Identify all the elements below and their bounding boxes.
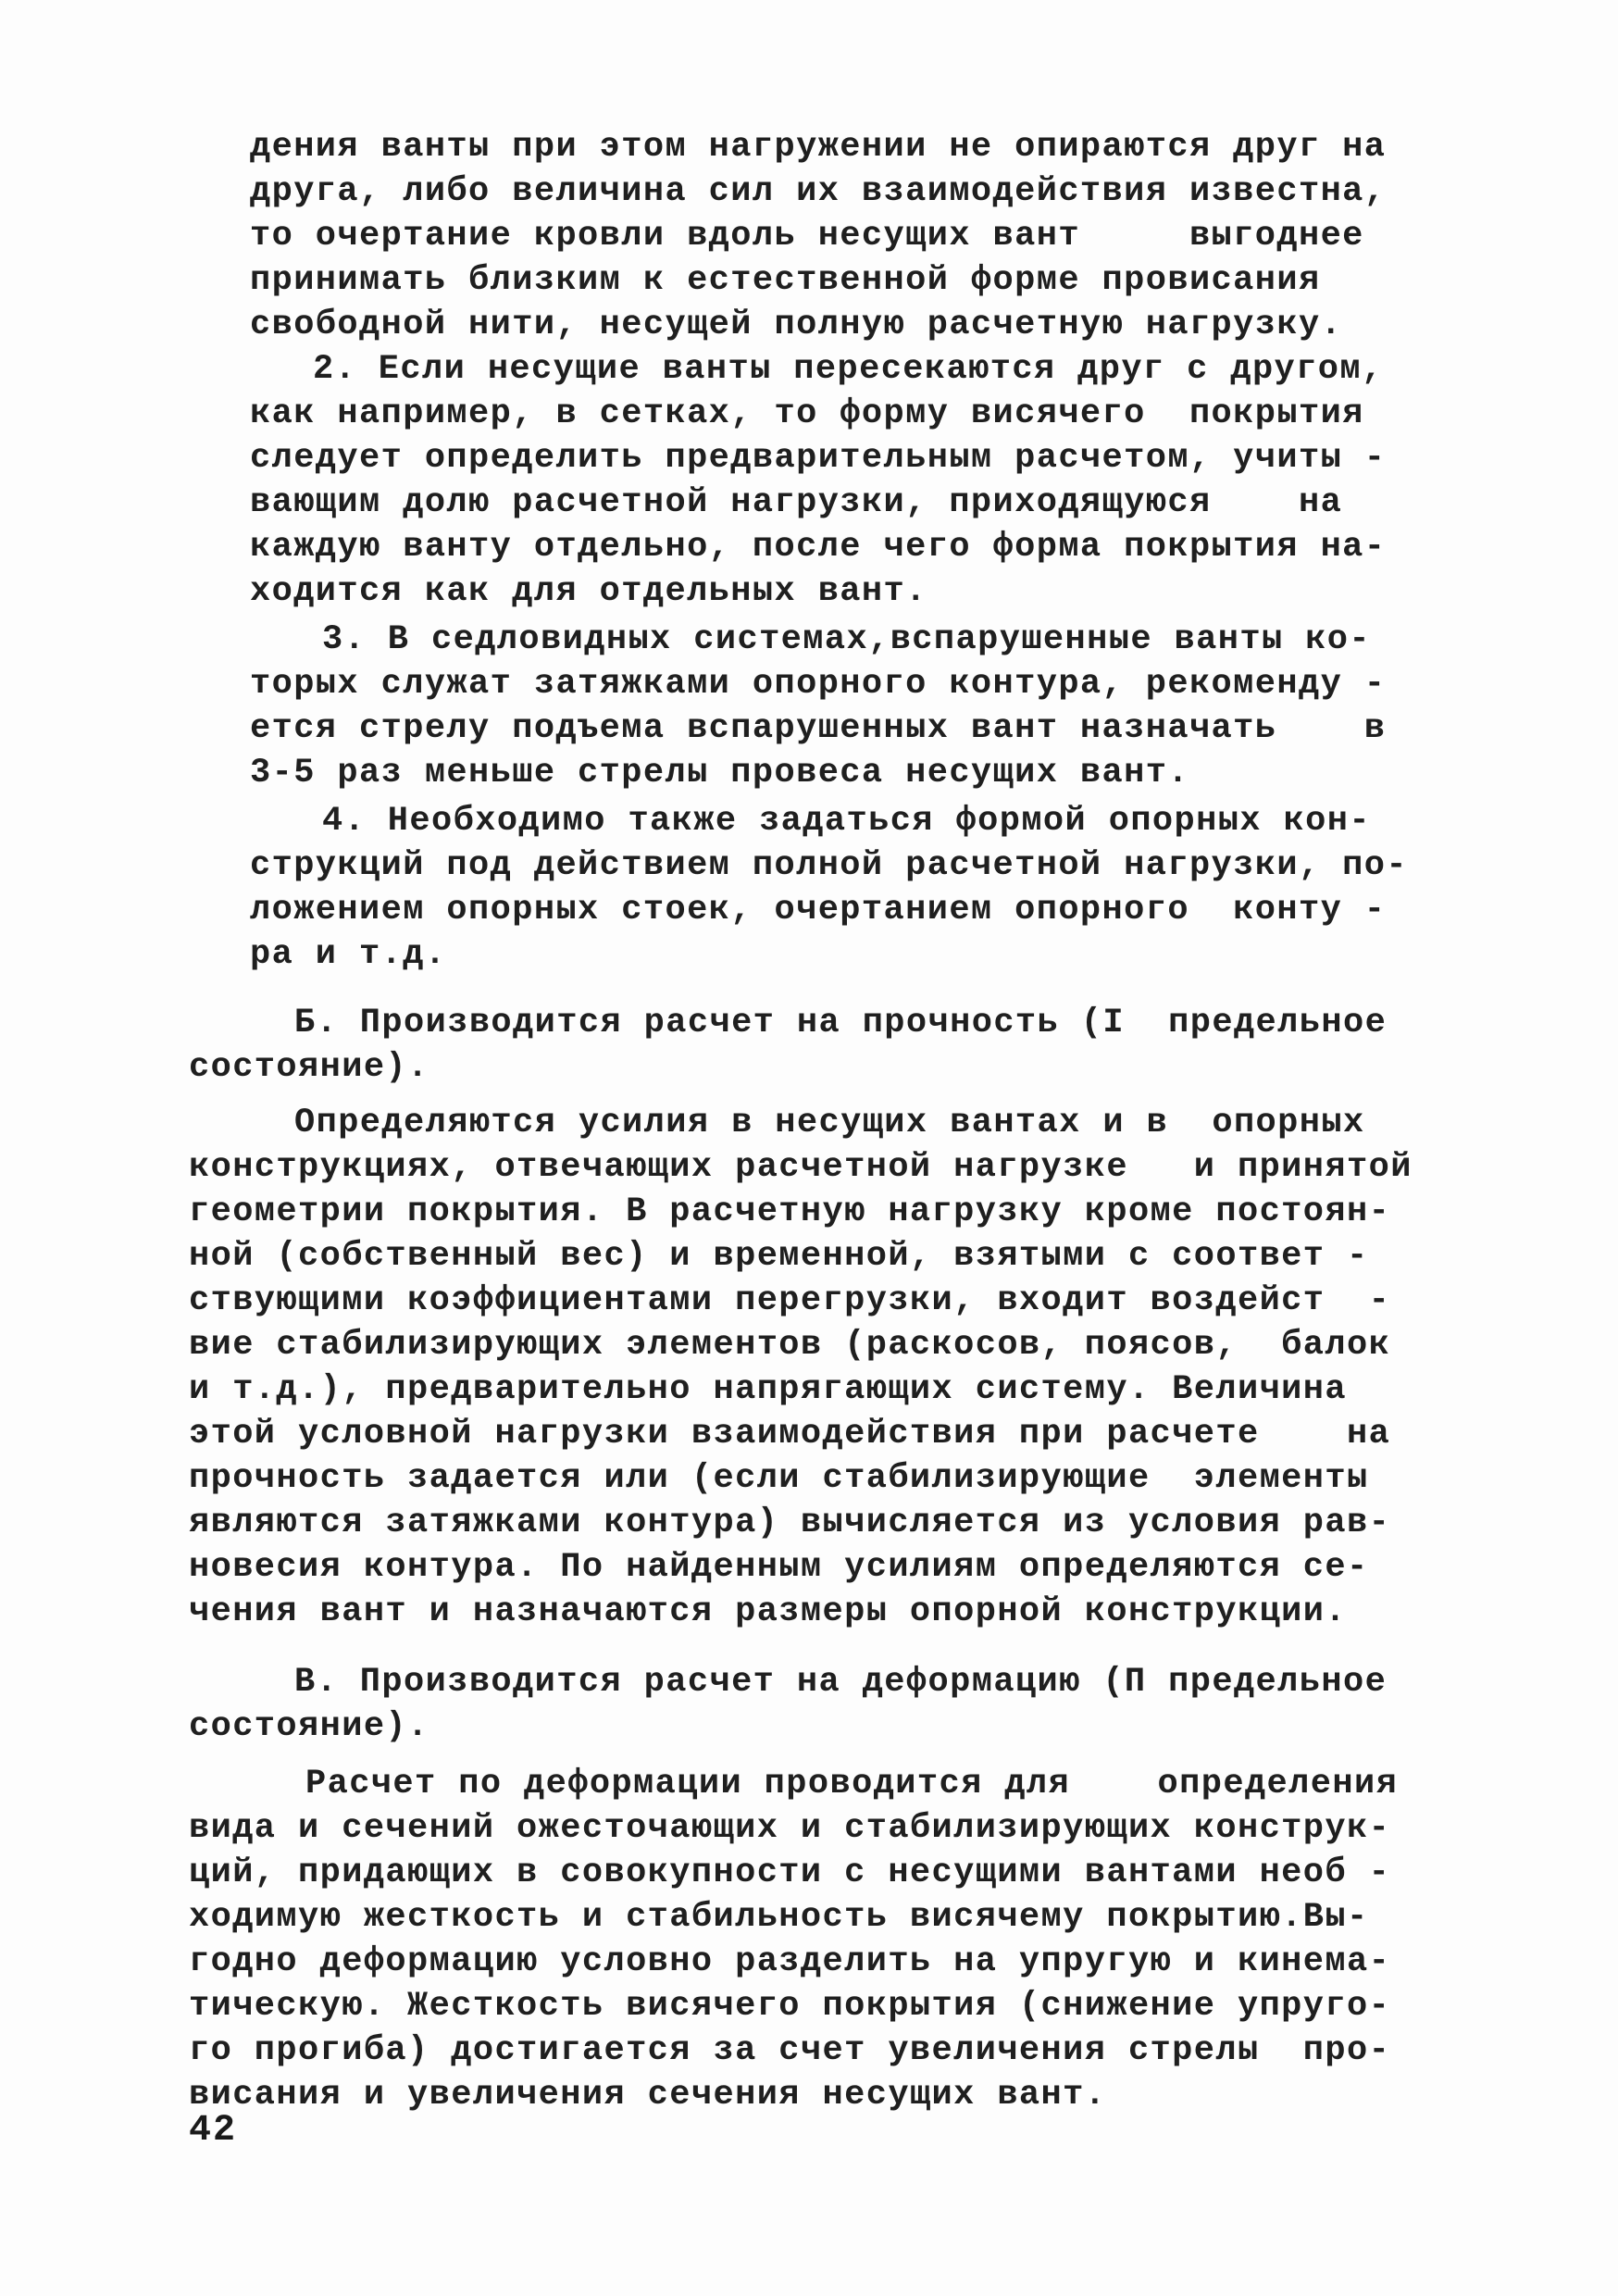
text-line: ций, придающих в совокупности с несущими вантами необ - <box>189 1853 1391 1892</box>
text-line: как например, в сетках, то форму висячего покрытия <box>250 394 1364 433</box>
text-line: торых служат затяжками опорного контура, рекоменду - <box>250 665 1387 704</box>
text-line: висания и увеличения сечения несущих вант. <box>189 2076 1107 2115</box>
text-line: Расчет по деформации проводится для определения <box>305 1765 1399 1803</box>
page-number: 42 <box>189 2110 238 2152</box>
text-line: друга, либо величина сил их взаимодействия известна, <box>250 172 1387 211</box>
section-heading: Б. Производится расчет на прочность (I предельное <box>294 1004 1388 1042</box>
text-line: каждую ванту отдельно, после чего форма покрытия на- <box>250 528 1387 567</box>
text-line: ложением опорных стоек, очертанием опорного конту - <box>250 891 1387 930</box>
text-line: вающим долю расчетной нагрузки, приходящуюся на <box>250 483 1343 522</box>
text-line: и т.д.), предварительно напрягающих систему. Величина <box>189 1370 1347 1409</box>
text-line: геометрии покрытия. В расчетную нагрузку кроме постоян- <box>189 1192 1391 1231</box>
text-line: принимать близким к естественной форме провисания <box>250 261 1321 300</box>
text-line: 3-5 раз меньше стрелы провеса несущих вант. <box>250 754 1189 792</box>
text-line: струкций под действием полной расчетной нагрузки, по- <box>250 846 1408 885</box>
text-line: то очертание кровли вдоль несущих вант выгоднее <box>250 217 1364 256</box>
text-line: Определяются усилия в несущих вантах и в опорных <box>294 1104 1365 1142</box>
text-line: вие стабилизирующих элементов (раскосов, поясов, балок <box>189 1326 1391 1365</box>
text-line: чения вант и назначаются размеры опорной конструкции. <box>189 1592 1347 1631</box>
text-line: вида и сечений ожесточающих и стабилизирующих конструк- <box>189 1809 1391 1848</box>
section-heading: состояние). <box>189 1707 429 1746</box>
text-line: свободной нити, несущей полную расчетную нагрузку. <box>250 306 1343 344</box>
text-line: следует определить предварительным расчетом, учиты - <box>250 439 1387 478</box>
text-line: 2. Если несущие ванты пересекаются друг с другом, <box>313 350 1384 389</box>
text-line: дения ванты при этом нагружении не опираются друг на <box>250 128 1387 167</box>
text-line: ра и т.д. <box>250 935 447 974</box>
text-line: ной (собственный вес) и временной, взятыми с соответ - <box>189 1237 1369 1276</box>
text-line: 3. В седловидных системах,вспарушенные ванты ко- <box>322 620 1371 659</box>
text-line: ствующими коэффициентами перегрузки, входит воздейст - <box>189 1281 1391 1320</box>
text-line: тическую. Жесткость висячего покрытия (снижение упруго- <box>189 1987 1391 2026</box>
text-line: являются затяжками контура) вычисляется из условия рав- <box>189 1504 1391 1542</box>
text-line: этой условной нагрузки взаимодействия при расчете на <box>189 1415 1391 1454</box>
text-line: прочность задается или (если стабилизирующие элементы <box>189 1459 1369 1498</box>
text-line: 4. Необходимо также задаться формой опорных кон- <box>322 802 1371 841</box>
text-line: ется стрелу подъема вспарушенных вант назначать в <box>250 709 1387 748</box>
section-heading: В. Производится расчет на деформацию (П предельное <box>294 1663 1388 1702</box>
text-line: конструкциях, отвечающих расчетной нагрузке и принятой <box>189 1148 1413 1187</box>
text-line: ходится как для отдельных вант. <box>250 572 927 611</box>
text-line: го прогиба) достигается за счет увеличения стрелы про- <box>189 2031 1391 2070</box>
text-line: новесия контура. По найденным усилиям определяются се- <box>189 1548 1369 1587</box>
text-line: годно деформацию условно разделить на упругую и кинема- <box>189 1942 1391 1981</box>
section-heading: состояние). <box>189 1048 429 1087</box>
text-line: ходимую жесткость и стабильность висячему покрытию.Вы- <box>189 1898 1369 1937</box>
